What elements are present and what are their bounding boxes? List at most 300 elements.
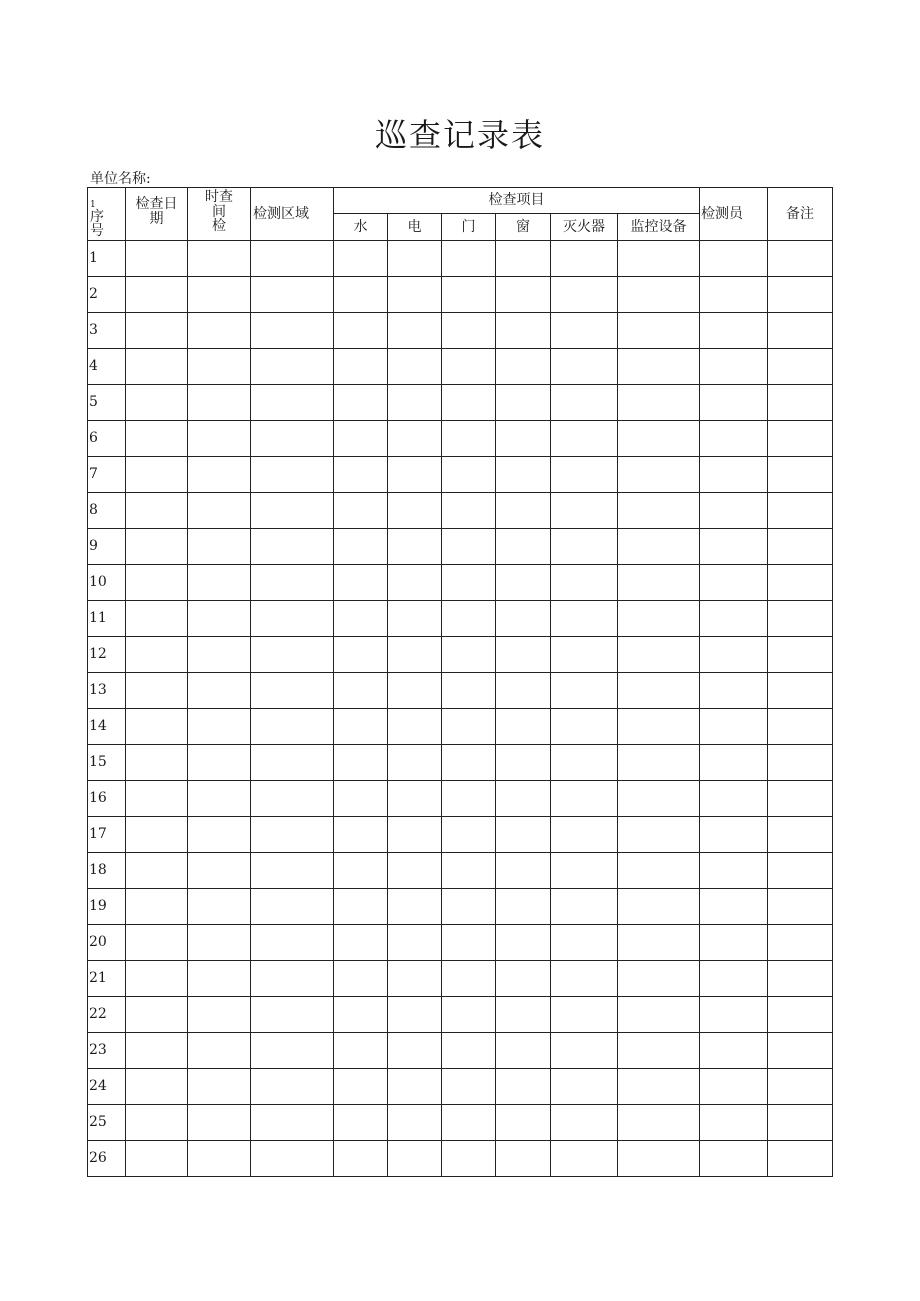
table-cell[interactable] [388,1141,442,1177]
table-cell[interactable] [496,961,551,997]
table-cell[interactable] [334,817,388,853]
table-cell[interactable] [551,817,618,853]
table-cell[interactable] [334,1069,388,1105]
table-cell[interactable] [442,601,496,637]
table-cell[interactable] [768,457,833,493]
table-cell[interactable] [618,493,700,529]
table-cell[interactable] [496,529,551,565]
table-cell[interactable] [700,493,768,529]
table-cell[interactable] [700,889,768,925]
table-cell[interactable] [251,1033,334,1069]
table-cell[interactable] [700,457,768,493]
table-cell[interactable] [251,565,334,601]
table-cell[interactable] [442,457,496,493]
table-cell[interactable] [251,385,334,421]
table-cell[interactable] [126,709,188,745]
table-cell[interactable] [188,961,251,997]
table-cell[interactable] [388,997,442,1033]
table-row [88,1141,833,1177]
table-cell[interactable] [442,673,496,709]
table-cell[interactable] [700,529,768,565]
table-cell[interactable] [551,1105,618,1141]
table-cell[interactable] [442,853,496,889]
table-cell[interactable] [618,1141,700,1177]
table-cell[interactable] [700,277,768,313]
table-cell[interactable] [496,313,551,349]
table-cell[interactable] [388,1105,442,1141]
table-cell[interactable] [251,745,334,781]
table-cell[interactable] [126,313,188,349]
table-cell[interactable] [334,277,388,313]
table-cell[interactable] [618,1033,700,1069]
table-cell[interactable] [618,997,700,1033]
table-cell[interactable] [188,781,251,817]
table-cell[interactable] [442,925,496,961]
table-cell[interactable] [768,1033,833,1069]
table-cell[interactable] [251,781,334,817]
table-cell[interactable] [618,313,700,349]
header-check-date [126,188,188,241]
table-cell[interactable] [768,961,833,997]
table-cell[interactable] [442,565,496,601]
table-cell[interactable] [768,637,833,673]
table-cell[interactable] [188,565,251,601]
table-cell[interactable] [334,709,388,745]
table-cell[interactable] [334,241,388,277]
table-cell[interactable] [334,781,388,817]
table-cell[interactable] [768,925,833,961]
table-cell[interactable] [251,997,334,1033]
table-cell[interactable] [496,745,551,781]
table-cell[interactable] [551,457,618,493]
table-cell[interactable] [126,349,188,385]
table-cell[interactable] [768,889,833,925]
table-cell[interactable] [768,1105,833,1141]
table-cell[interactable] [388,1033,442,1069]
table-cell[interactable] [442,1033,496,1069]
table-cell[interactable] [768,1141,833,1177]
table-cell[interactable] [126,1033,188,1069]
table-cell[interactable] [496,421,551,457]
table-row [88,781,833,817]
table-cell[interactable] [126,889,188,925]
table-cell[interactable] [251,673,334,709]
table-cell[interactable] [442,709,496,745]
table-cell[interactable] [496,817,551,853]
table-cell[interactable] [442,349,496,385]
table-cell[interactable] [442,385,496,421]
table-cell[interactable] [388,313,442,349]
table-cell[interactable] [700,349,768,385]
table-cell[interactable] [188,709,251,745]
table-cell[interactable] [768,709,833,745]
table-cell[interactable] [768,241,833,277]
table-cell[interactable] [442,241,496,277]
table-cell[interactable] [551,1141,618,1177]
table-cell[interactable] [334,313,388,349]
table-cell[interactable] [551,1069,618,1105]
table-cell[interactable] [388,457,442,493]
table-cell[interactable] [618,601,700,637]
table-cell[interactable] [251,889,334,925]
table-cell[interactable] [551,565,618,601]
table-cell[interactable] [768,1069,833,1105]
table-cell[interactable] [442,817,496,853]
table-cell[interactable] [126,1141,188,1177]
table-cell[interactable] [251,817,334,853]
table-cell[interactable] [618,529,700,565]
table-cell[interactable] [700,1033,768,1069]
table-cell[interactable] [618,961,700,997]
time-header-line2: 间 [212,203,226,220]
table-cell[interactable] [126,601,188,637]
table-cell[interactable] [768,277,833,313]
table-cell[interactable] [251,1141,334,1177]
table-cell[interactable] [768,313,833,349]
table-cell[interactable] [618,385,700,421]
table-cell[interactable] [126,745,188,781]
table-cell[interactable] [496,709,551,745]
table-cell[interactable] [551,781,618,817]
table-row [88,565,833,601]
table-cell[interactable] [388,781,442,817]
table-cell[interactable] [388,961,442,997]
table-cell[interactable] [496,637,551,673]
table-cell[interactable] [388,385,442,421]
table-cell[interactable] [768,421,833,457]
table-cell[interactable] [442,889,496,925]
table-cell[interactable] [334,421,388,457]
table-cell[interactable] [618,853,700,889]
table-cell[interactable] [188,493,251,529]
table-cell[interactable] [618,349,700,385]
table-cell[interactable] [551,313,618,349]
table-cell[interactable] [496,997,551,1033]
table-cell[interactable] [388,853,442,889]
table-cell[interactable] [496,925,551,961]
table-cell[interactable] [551,925,618,961]
table-cell[interactable] [334,637,388,673]
table-cell[interactable] [442,313,496,349]
table-cell[interactable] [251,493,334,529]
table-cell[interactable] [700,385,768,421]
table-cell[interactable] [442,1141,496,1177]
table-cell[interactable] [334,853,388,889]
table-cell[interactable] [768,853,833,889]
table-cell[interactable] [188,601,251,637]
table-cell[interactable] [618,709,700,745]
table-row [88,745,833,781]
table-cell[interactable] [768,745,833,781]
table-cell[interactable] [551,853,618,889]
table-cell[interactable] [551,529,618,565]
table-cell[interactable] [496,349,551,385]
table-row [88,1105,833,1141]
table-cell[interactable] [700,1069,768,1105]
table-cell[interactable] [388,421,442,457]
table-cell[interactable] [251,457,334,493]
table-cell[interactable] [768,565,833,601]
table-cell[interactable] [618,889,700,925]
table-cell[interactable] [126,637,188,673]
table-cell[interactable] [334,565,388,601]
table-cell[interactable] [496,277,551,313]
table-cell[interactable] [700,1141,768,1177]
table-cell[interactable] [442,421,496,457]
table-cell[interactable] [251,349,334,385]
table-cell[interactable] [334,925,388,961]
table-cell[interactable] [334,745,388,781]
table-cell[interactable] [768,673,833,709]
table-cell[interactable] [388,709,442,745]
table-cell[interactable] [768,349,833,385]
table-cell[interactable] [496,493,551,529]
table-cell[interactable] [700,421,768,457]
table-cell[interactable] [334,385,388,421]
table-cell[interactable] [700,565,768,601]
table-cell[interactable] [334,493,388,529]
table-cell[interactable] [188,457,251,493]
table-cell[interactable] [188,1105,251,1141]
table-cell[interactable] [334,889,388,925]
table-cell[interactable] [334,673,388,709]
table-cell[interactable] [126,529,188,565]
table-cell[interactable] [768,997,833,1033]
table-cell[interactable] [442,745,496,781]
table-cell[interactable] [768,493,833,529]
table-cell[interactable] [496,385,551,421]
table-cell[interactable] [388,673,442,709]
table-cell[interactable] [700,853,768,889]
table-cell[interactable] [442,637,496,673]
table-cell[interactable] [768,781,833,817]
table-cell[interactable] [388,1069,442,1105]
table-cell[interactable] [551,349,618,385]
row-number: 13 [88,673,126,709]
table-cell[interactable] [496,853,551,889]
table-cell[interactable] [388,637,442,673]
table-cell[interactable] [251,421,334,457]
table-row [88,1033,833,1069]
table-cell[interactable] [251,277,334,313]
table-cell[interactable] [188,241,251,277]
table-cell[interactable] [551,709,618,745]
table-cell[interactable] [251,1069,334,1105]
table-cell[interactable] [126,421,188,457]
table-cell[interactable] [700,997,768,1033]
table-cell[interactable] [334,961,388,997]
table-cell[interactable] [188,277,251,313]
table-cell[interactable] [768,529,833,565]
table-cell[interactable] [126,565,188,601]
table-cell[interactable] [388,817,442,853]
table-cell[interactable] [442,529,496,565]
table-cell[interactable] [188,637,251,673]
table-cell[interactable] [442,961,496,997]
table-cell[interactable] [442,493,496,529]
table-cell[interactable] [618,1105,700,1141]
table-cell[interactable] [496,241,551,277]
table-cell[interactable] [188,1033,251,1069]
table-cell[interactable] [551,673,618,709]
table-cell[interactable] [251,529,334,565]
table-cell[interactable] [618,457,700,493]
table-cell[interactable] [126,385,188,421]
table-cell[interactable] [251,709,334,745]
table-cell[interactable] [251,601,334,637]
table-cell[interactable] [126,997,188,1033]
table-cell[interactable] [768,385,833,421]
table-cell[interactable] [700,313,768,349]
table-cell[interactable] [126,961,188,997]
row-number: 7 [88,457,126,493]
table-cell[interactable] [126,673,188,709]
table-cell[interactable] [442,1069,496,1105]
table-cell[interactable] [700,961,768,997]
table-cell[interactable] [618,1069,700,1105]
table-cell[interactable] [188,529,251,565]
table-cell[interactable] [496,673,551,709]
table-cell[interactable] [551,493,618,529]
table-cell[interactable] [442,277,496,313]
table-cell[interactable] [251,241,334,277]
table-cell[interactable] [126,1105,188,1141]
table-cell[interactable] [551,421,618,457]
table-cell[interactable] [126,277,188,313]
table-cell[interactable] [618,277,700,313]
table-cell[interactable] [551,637,618,673]
table-cell[interactable] [188,925,251,961]
table-cell[interactable] [496,889,551,925]
row-number: 17 [88,817,126,853]
table-cell[interactable] [334,457,388,493]
table-cell[interactable] [700,241,768,277]
table-cell[interactable] [700,709,768,745]
table-cell[interactable] [251,637,334,673]
table-cell[interactable] [388,277,442,313]
table-cell[interactable] [700,781,768,817]
table-cell[interactable] [188,313,251,349]
table-cell[interactable] [700,817,768,853]
table-cell[interactable] [551,961,618,997]
table-cell[interactable] [442,1105,496,1141]
table-cell[interactable] [188,1141,251,1177]
table-cell[interactable] [618,925,700,961]
row-number: 3 [88,313,126,349]
table-cell[interactable] [126,493,188,529]
table-cell[interactable] [188,889,251,925]
table-cell[interactable] [700,925,768,961]
table-cell[interactable] [188,1069,251,1105]
table-cell[interactable] [334,601,388,637]
table-cell[interactable] [188,745,251,781]
table-cell[interactable] [496,601,551,637]
table-cell[interactable] [618,817,700,853]
table-cell[interactable] [551,601,618,637]
table-cell[interactable] [126,781,188,817]
table-cell[interactable] [188,853,251,889]
table-cell[interactable] [496,1141,551,1177]
table-cell[interactable] [496,1105,551,1141]
table-cell[interactable] [496,565,551,601]
table-cell[interactable] [334,1141,388,1177]
table-cell[interactable] [388,565,442,601]
table-cell[interactable] [334,997,388,1033]
table-cell[interactable] [768,817,833,853]
table-cell[interactable] [388,925,442,961]
table-cell[interactable] [126,457,188,493]
table-cell[interactable] [251,961,334,997]
table-cell[interactable] [334,349,388,385]
table-cell[interactable] [618,673,700,709]
table-cell[interactable] [442,997,496,1033]
table-cell[interactable] [188,421,251,457]
table-cell[interactable] [388,601,442,637]
table-cell[interactable] [126,853,188,889]
table-cell[interactable] [551,277,618,313]
table-cell[interactable] [188,817,251,853]
table-cell[interactable] [126,925,188,961]
table-cell[interactable] [388,349,442,385]
table-cell[interactable] [700,637,768,673]
table-cell[interactable] [551,889,618,925]
table-cell[interactable] [126,241,188,277]
table-cell[interactable] [188,673,251,709]
table-cell[interactable] [618,565,700,601]
table-cell[interactable] [618,421,700,457]
table-cell[interactable] [334,529,388,565]
table-cell[interactable] [334,1033,388,1069]
table-cell[interactable] [251,853,334,889]
table-cell[interactable] [126,1069,188,1105]
table-cell[interactable] [388,745,442,781]
table-cell[interactable] [496,781,551,817]
table-cell[interactable] [700,673,768,709]
table-cell[interactable] [496,1069,551,1105]
table-cell[interactable] [388,529,442,565]
table-cell[interactable] [551,1033,618,1069]
table-cell[interactable] [700,601,768,637]
table-cell[interactable] [388,493,442,529]
table-cell[interactable] [251,313,334,349]
table-cell[interactable] [496,1033,551,1069]
table-cell[interactable] [618,241,700,277]
table-cell[interactable] [188,385,251,421]
table-cell[interactable] [551,997,618,1033]
table-cell[interactable] [618,637,700,673]
date-header-line1: 检查日 [135,196,178,212]
table-cell[interactable] [496,457,551,493]
table-cell[interactable] [388,241,442,277]
table-cell[interactable] [251,925,334,961]
table-cell[interactable] [551,745,618,781]
table-cell[interactable] [618,745,700,781]
table-cell[interactable] [126,817,188,853]
table-cell[interactable] [251,1105,334,1141]
table-cell[interactable] [551,241,618,277]
table-cell[interactable] [700,745,768,781]
table-cell[interactable] [334,1105,388,1141]
table-cell[interactable] [618,781,700,817]
table-cell[interactable] [768,601,833,637]
table-cell[interactable] [551,385,618,421]
table-cell[interactable] [442,781,496,817]
table-row [88,421,833,457]
table-cell[interactable] [700,1105,768,1141]
table-cell[interactable] [188,349,251,385]
table-cell[interactable] [388,889,442,925]
table-cell[interactable] [188,997,251,1033]
